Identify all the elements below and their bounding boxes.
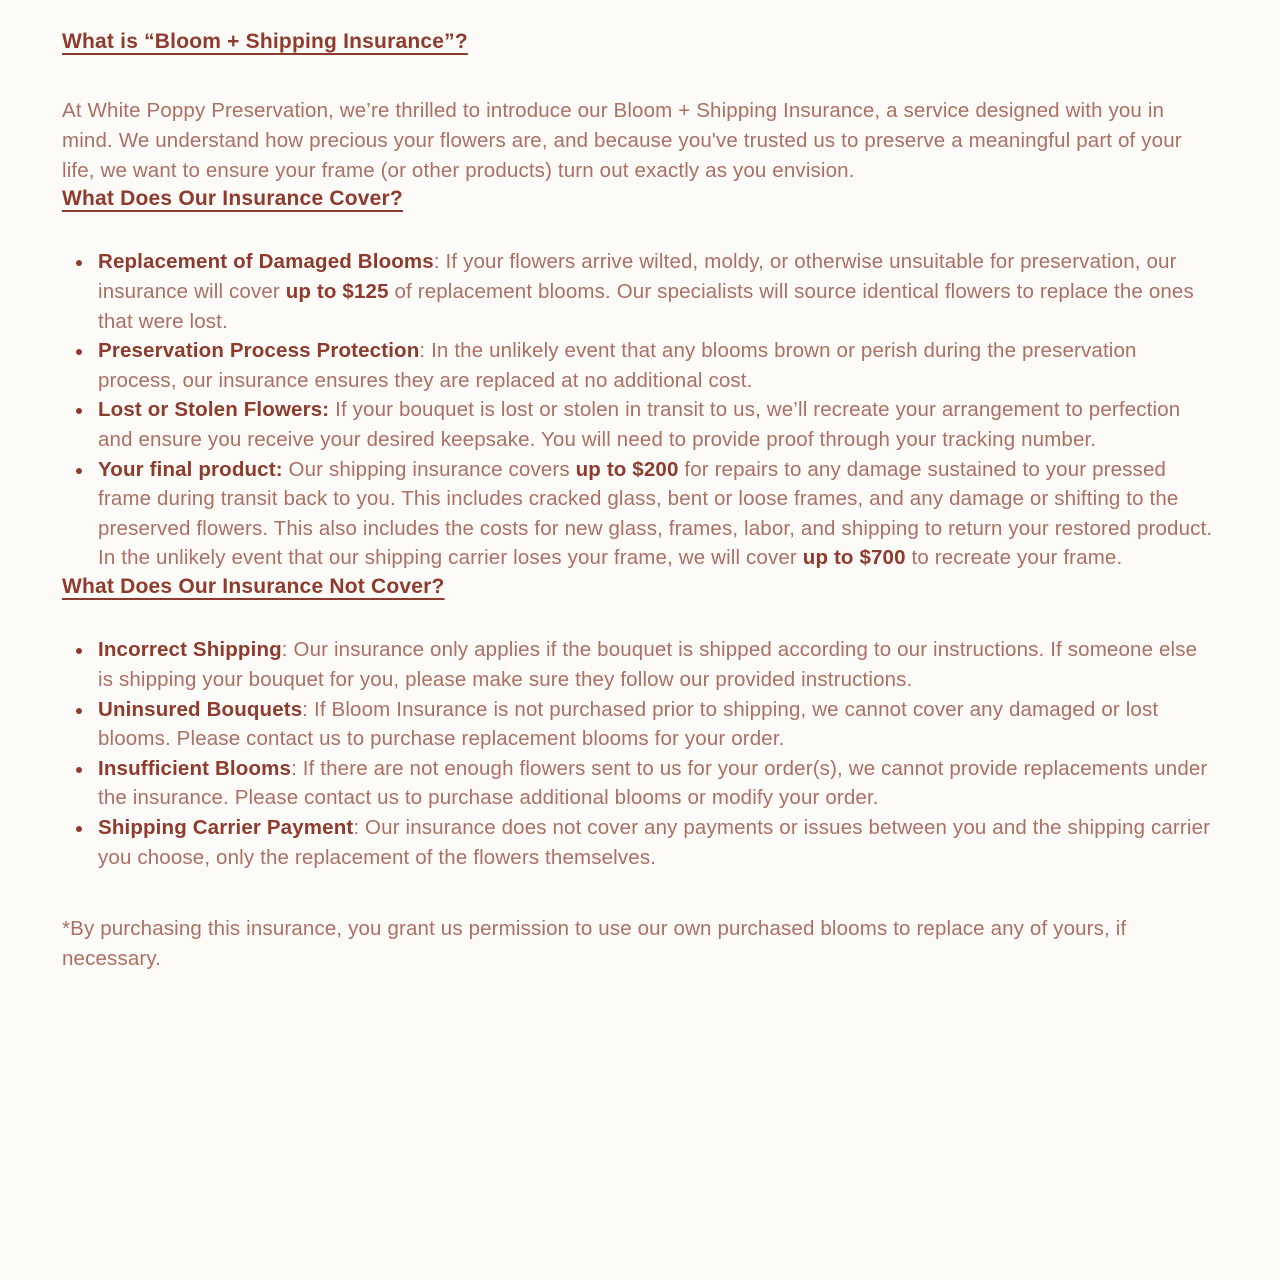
list-item-text: : Our insurance only applies if the bouquet is shipped according to our instructions. If someone else is shipping your bouquet for you, please make sure they follow our provided instructions. bbox=[98, 638, 1198, 691]
list-item bbox=[62, 336, 1218, 395]
list-item bbox=[62, 395, 1218, 454]
list-item-text-cont: of replacement blooms. Our specialists will source identical flowers to replace the ones that were lost. bbox=[98, 280, 1194, 333]
list-item bbox=[62, 635, 1218, 694]
amount-value: up to $200 bbox=[575, 457, 679, 481]
footnote-text: *By purchasing this insurance, you grant us permission to use our own purchased blooms to replace any of yours, if necessary. bbox=[62, 917, 1127, 970]
list-item-lead: Lost or Stolen Flowers: bbox=[98, 398, 330, 422]
list-item bbox=[62, 695, 1218, 754]
exclusions-list bbox=[62, 635, 1218, 872]
list-item bbox=[62, 247, 1218, 336]
list-item-text: If your bouquet is lost or stolen in transit to us, we’ll recreate your arrangement to perfection and ensure you receive your desired keepsake. You will need to provide proof through your tracking number. bbox=[98, 398, 1181, 452]
list-item bbox=[62, 754, 1218, 813]
coverage-list bbox=[62, 247, 1218, 573]
list-item-text-end: to recreate your frame. bbox=[905, 546, 1123, 570]
list-item-text: : If your flowers arrive wilted, moldy, or otherwise unsuitable for preservation, our insurance will cover bbox=[98, 250, 1177, 304]
list-item-lead: Preservation Process Protection bbox=[98, 339, 420, 363]
list-item-text-cont: for repairs to any damage sustained to your pressed frame during transit back to you. This includes cracked glass, bent or loose frames, and any damage or shifting to the preserved flowers. This also includes the costs for new glass, frames, labor, and shipping to return your restored product. In the unlikely event that our shipping carrier loses your frame, we will cover bbox=[98, 457, 1213, 570]
list-item-text: : If there are not enough flowers sent to us for your order(s), we cannot provide replacements under the insurance. Please contact us to purchase additional blooms or modify your order. bbox=[98, 756, 1208, 810]
list-item-lead: Insufficient Blooms bbox=[98, 756, 292, 780]
intro-paragraph: At White Poppy Preservation, we’re thrilled to introduce our Bloom + Shipping Insurance, a service designed with you in mind. We understand how precious your flowers are, and because you've trusted us to preserve a meaningful part of your life, we want to ensure your frame (or other products) turn out exactly as you envision. bbox=[62, 99, 1182, 182]
list-item-lead: Incorrect Shipping bbox=[98, 638, 282, 662]
list-item-text: : Our insurance does not cover any payments or issues between you and the shipping carrier you choose, only the replacement of the flowers themselves. bbox=[98, 815, 1211, 869]
heading-what-is-bloom-shipping-insurance: What is “Bloom + Shipping Insurance”? bbox=[62, 30, 468, 53]
list-item bbox=[62, 455, 1218, 573]
list-item-lead: Shipping Carrier Payment bbox=[98, 815, 354, 839]
list-item-text: : In the unlikely event that any blooms brown or perish during the preservation process, our insurance ensures they are replaced at no additional cost. bbox=[98, 339, 1137, 392]
list-item-lead: Uninsured Bouquets bbox=[98, 697, 303, 721]
heading-what-does-our-insurance-not-cover: What Does Our Insurance Not Cover? bbox=[62, 575, 445, 598]
amount-value-secondary: up to $700 bbox=[802, 546, 906, 570]
list-item-text: : If Bloom Insurance is not purchased prior to shipping, we cannot cover any damaged or lost blooms. Please contact us to purchase replacement blooms for your order. bbox=[98, 697, 1159, 751]
amount-value: up to $125 bbox=[285, 280, 389, 304]
list-item-lead: Replacement of Damaged Blooms bbox=[98, 250, 434, 274]
list-item-lead: Your final product: bbox=[98, 457, 283, 481]
list-item-text: Our shipping insurance covers bbox=[282, 457, 576, 481]
heading-what-does-our-insurance-cover: What Does Our Insurance Cover? bbox=[62, 187, 403, 211]
list-item bbox=[62, 813, 1218, 872]
